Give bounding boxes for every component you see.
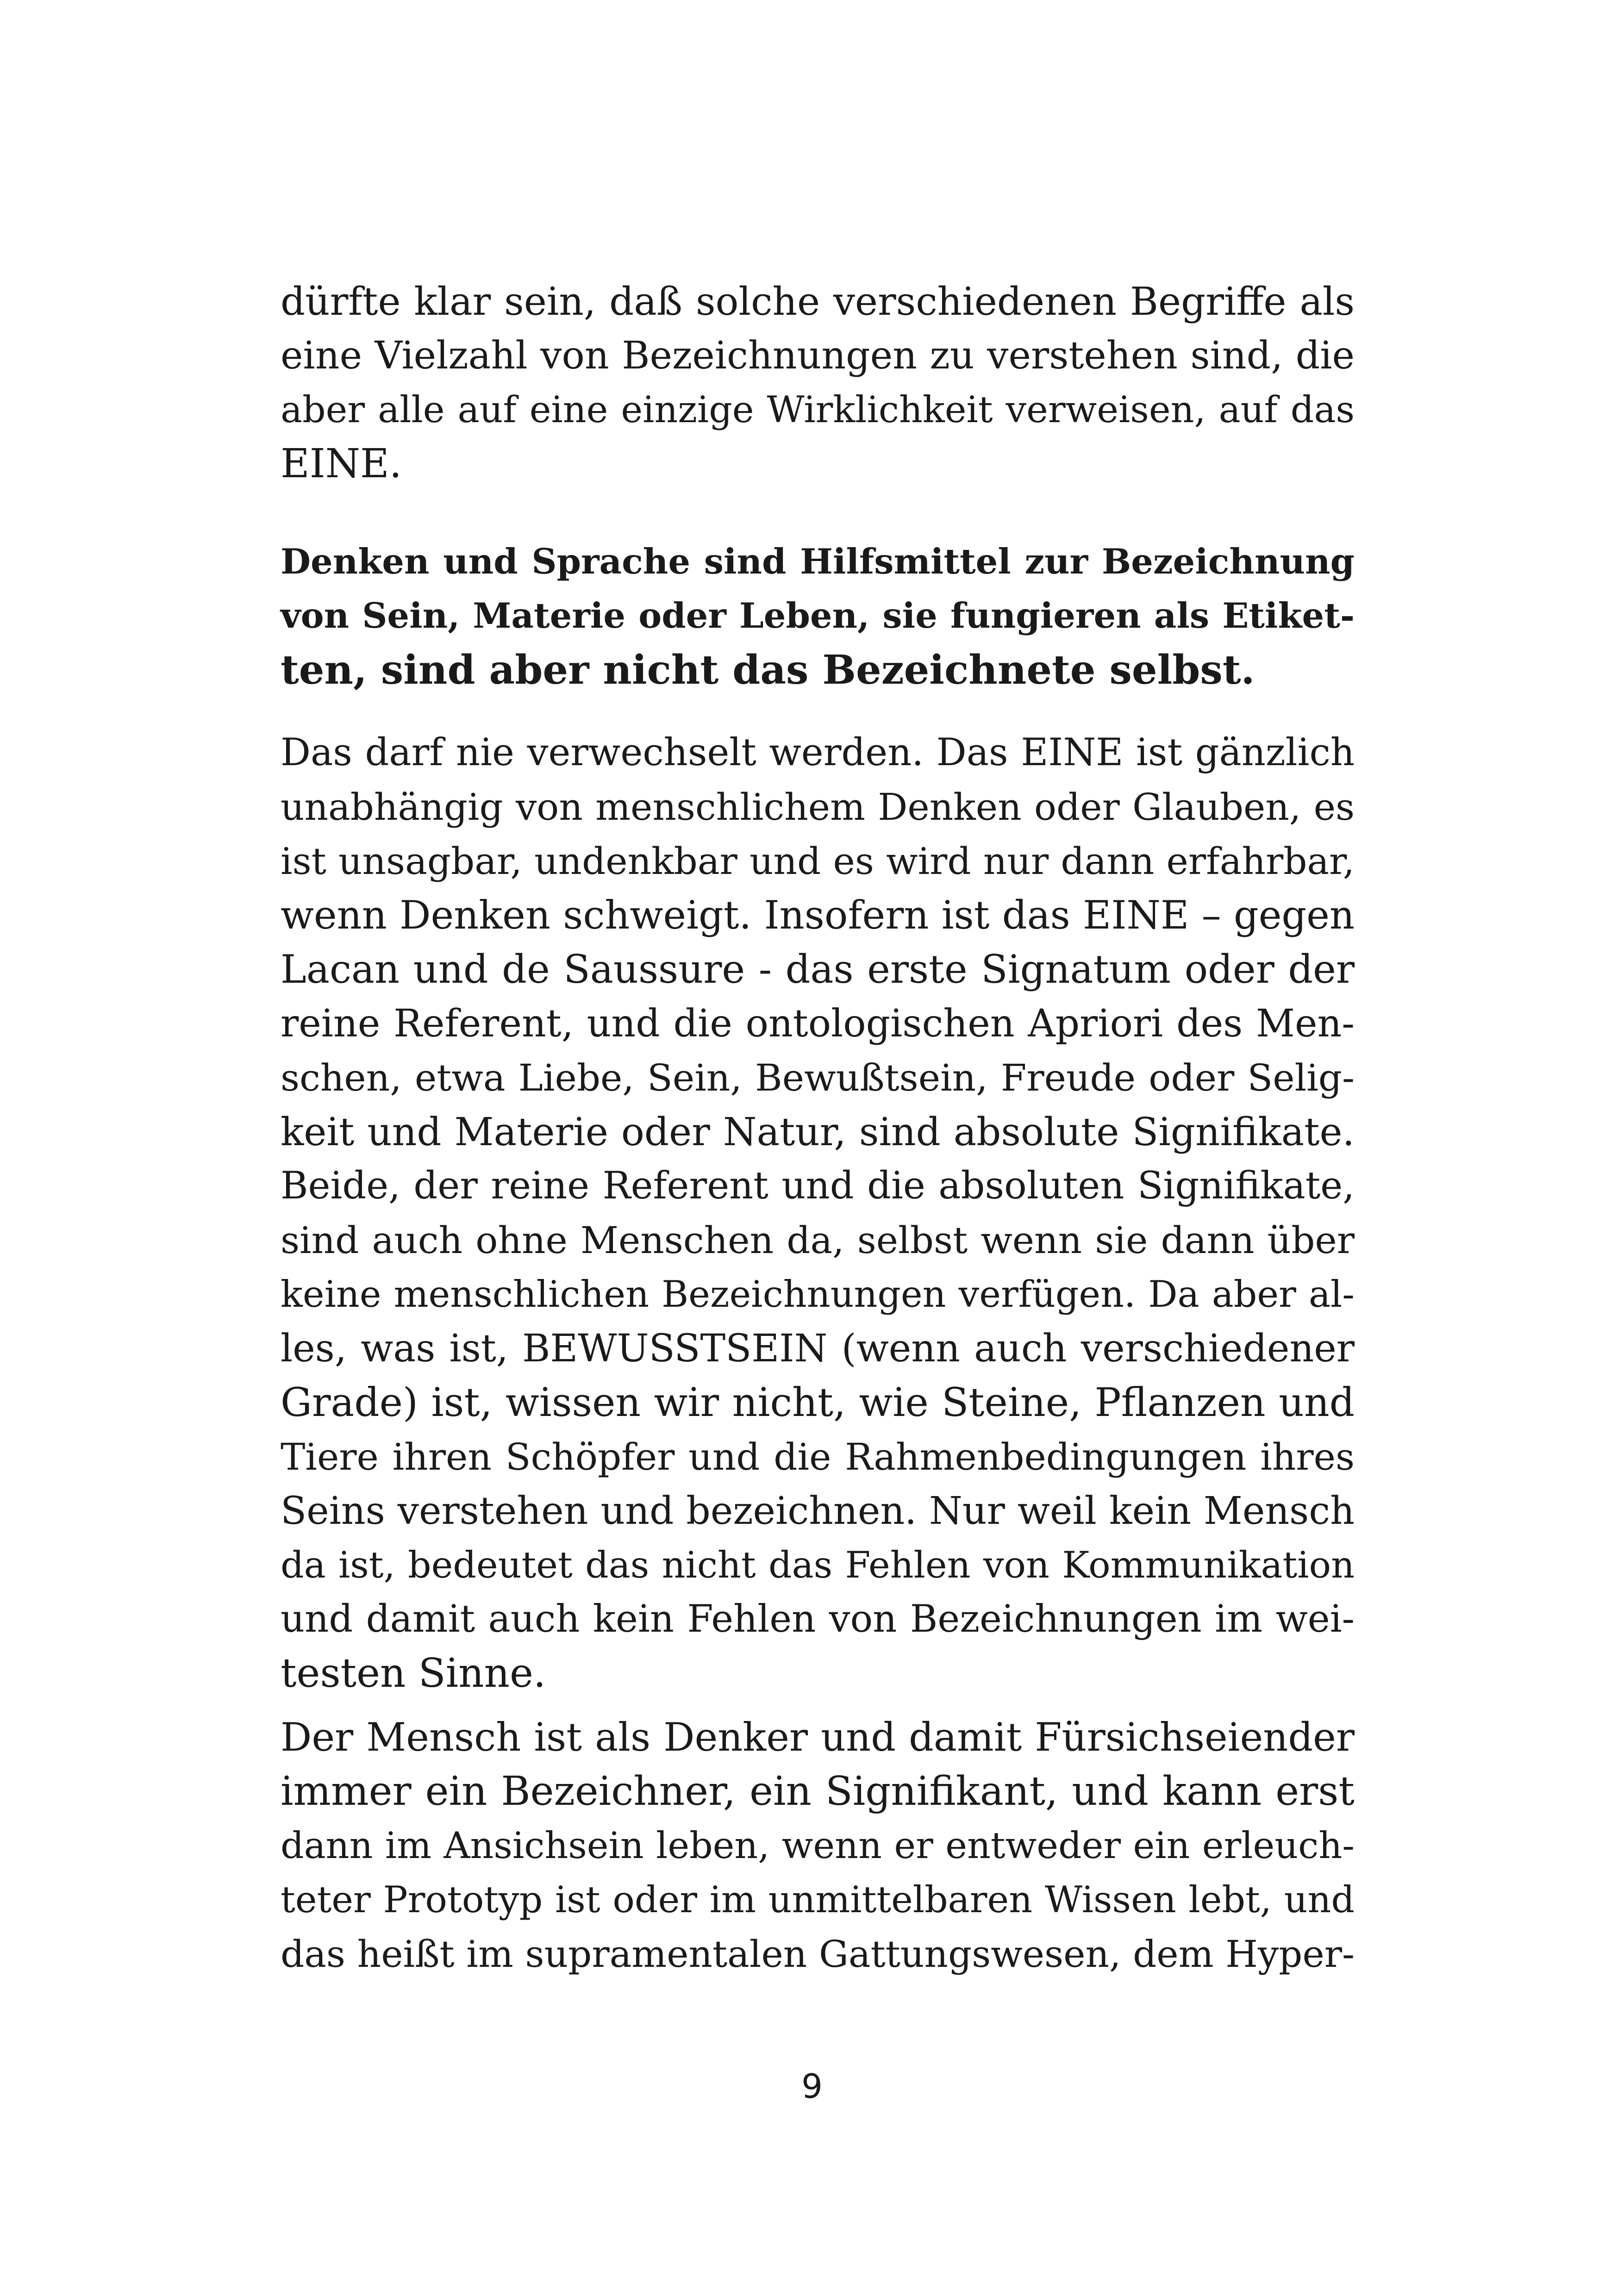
text-line: keit und Materie oder Natur, sind absolute Signifikate. — [281, 1110, 1355, 1154]
text-line: und damit auch kein Fehlen von Bezeichnungen im wei- — [281, 1597, 1355, 1641]
text-line: Das darf nie verwechselt werden. Das EINE ist gänzlich — [281, 731, 1355, 774]
text-line: Grade) ist, wissen wir nicht, wie Steine, Pflanzen und — [281, 1380, 1355, 1426]
text-line: Seins verstehen und bezeichnen. Nur weil kein Mensch — [281, 1489, 1355, 1533]
text-line: ten, sind aber nicht das Bezeichnete selbst. — [281, 647, 1255, 693]
text-line: Lacan und de Saussure - das erste Signatum oder der — [281, 947, 1355, 992]
text-line: testen Sinne. — [281, 1650, 546, 1696]
text-line: immer ein Bezeichner, ein Signifikant, und kann erst — [281, 1768, 1355, 1815]
text-line: reine Referent, und die ontologischen Apriori des Men- — [281, 1002, 1355, 1046]
text-line: von Sein, Materie oder Leben, sie fungieren als Etiket- — [281, 595, 1355, 636]
text-line: das heißt im supramentalen Gattungswesen, dem Hyper- — [281, 1933, 1355, 1976]
text-line: aber alle auf eine einzige Wirklichkeit verweisen, auf das — [281, 388, 1355, 431]
text-line: Denken und Sprache sind Hilfsmittel zur Bezeichnung — [281, 541, 1355, 582]
text-line: Beide, der reine Referent und die absoluten Signifikate, — [281, 1164, 1355, 1208]
text-line: dann im Ansichsein leben, wenn er entweder ein erleuch- — [281, 1824, 1355, 1867]
text-line: EINE. — [281, 441, 402, 487]
text-line: sind auch ohne Menschen da, selbst wenn sie dann über — [281, 1219, 1355, 1262]
text-line: unabhängig von menschlichem Denken oder Glauben, es — [281, 786, 1355, 829]
text-line: keine menschlichen Bezeichnungen verfügen. Da aber al- — [281, 1273, 1355, 1316]
text-line: wenn Denken schweigt. Insofern ist das EINE – gegen — [281, 892, 1355, 938]
page-number: 9 — [801, 2067, 823, 2106]
text-line: Tiere ihren Schöpfer und die Rahmenbedingungen ihres — [281, 1435, 1355, 1478]
text-line: ist unsagbar, undenkbar und es wird nur dann erfahrbar, — [281, 840, 1355, 883]
text-line: da ist, bedeutet das nicht das Fehlen von Kommunikation — [281, 1544, 1355, 1586]
paragraph-3 — [281, 726, 1355, 1701]
text-line: schen, etwa Liebe, Sein, Bewußtsein, Freude oder Selig- — [281, 1056, 1355, 1099]
paragraph-4 — [281, 1710, 1355, 1981]
text-line: teter Prototyp ist oder im unmittelbaren Wissen lebt, und — [281, 1878, 1355, 1921]
text-line: les, was ist, BEWUSSTSEIN (wenn auch verschiedener — [281, 1327, 1355, 1371]
paragraph-2-bold — [281, 535, 1355, 697]
text-line: eine Vielzahl von Bezeichnungen zu verstehen sind, die — [281, 334, 1355, 378]
text-line: Der Mensch ist als Denker und damit Fürsichseiender — [281, 1715, 1355, 1760]
text-line: dürfte klar sein, daß solche verschiedenen Begriffe als — [281, 279, 1355, 324]
paragraph-1 — [281, 274, 1355, 491]
